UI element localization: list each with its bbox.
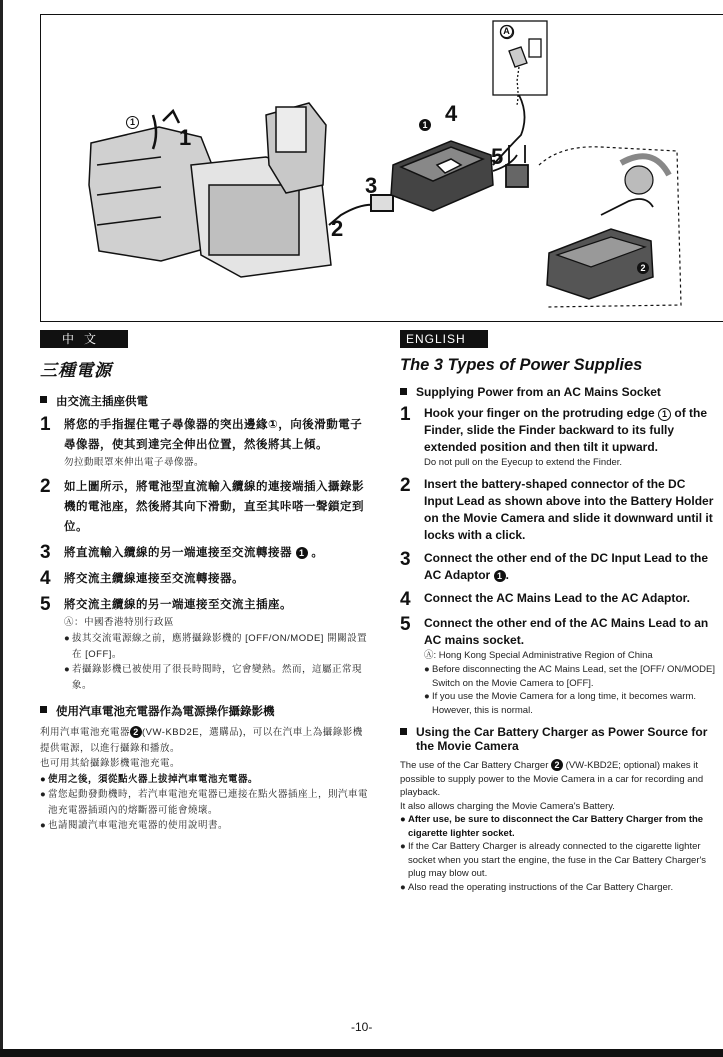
bullet-text: 拔其交流電源線之前，應將攝錄影機的 [OFF/ON/MODE] 開關設置在 [OFF]。 (72, 633, 368, 660)
zh-step-1 (40, 415, 370, 471)
bullet-text: 當您起動發動機時，若汽車電池充電器已連接在點火器插座上，則汽車電池充電器插頭內的熔斷器可能會燒壞。 (48, 789, 369, 816)
en-step-5 (400, 615, 718, 717)
zh-car-bullet-2: ● 當您起動發動機時，若汽車電池充電器已連接在點火器插座上，則汽車電池充電器插頭內的熔斷器可能會燒壞。 (40, 787, 370, 818)
zh-section-car-heading: 使用汽車電池充電器作為電源操作攝錄影機 (56, 706, 275, 718)
step-text (424, 550, 718, 584)
step-number: 2 (400, 475, 411, 496)
power-supply-illustration (40, 14, 723, 322)
en-step-1 (400, 405, 718, 470)
chinese-title: 三種電源 (40, 361, 112, 381)
step-text: 將交流主纜線的另一端連接至交流主插座。 (64, 599, 292, 611)
en-step-4 (400, 590, 718, 609)
step-number: 2 (40, 476, 51, 497)
zh-car-paragraph-2: 也可用其給攝錄影機電池充電。 (40, 758, 181, 769)
bullet-text: After use, be sure to disconnect the Car Battery Charger from the cigarette lighter socket. (408, 814, 704, 839)
zh-step-5 (40, 595, 370, 693)
en-car-bullet-3: ● Also read the operating instructions of the Car Battery Charger. (400, 881, 674, 893)
scan-edge-bottom (0, 1049, 723, 1057)
step-text (424, 405, 718, 456)
zh-section-ac (40, 393, 370, 409)
para-text: The use of the Car Battery Charger (400, 760, 549, 771)
figure-label-3: 3 (365, 173, 378, 198)
step-number: 1 (400, 404, 411, 425)
filled-circle-number: 1 (494, 570, 506, 582)
zh-car-paragraph-1 (40, 725, 370, 756)
page-number: -10- (351, 1020, 373, 1034)
zh-note-bullet: ● 若攝錄影機已被使用了很長時間時，它會變熱。然而，這屬正常現象。 (64, 662, 370, 693)
step-note: 勿拉動眼罩來伸出電子尋像器。 (64, 457, 205, 468)
figure-label-4: 4 (445, 101, 458, 126)
square-bullet-icon (400, 728, 407, 735)
step-number: 3 (40, 542, 51, 563)
figure-label-2: 2 (331, 216, 344, 241)
bullet-text: 使用之後，須從點火器上拔掉汽車電池充電器。 (48, 773, 259, 785)
step-note: Do not pull on the Eyecup to extend the Finder. (424, 457, 623, 468)
en-car-bullet-1: ● After use, be sure to disconnect the Car Battery Charger from the cigarette lighter socket. (400, 813, 718, 840)
step-number: 5 (40, 594, 51, 615)
figure-label-5: 5 (491, 144, 504, 169)
step-text-part: Connect the other end of the DC Input Lead to the AC Adaptor (424, 551, 708, 582)
zh-section-car (40, 703, 370, 719)
zh-car-bullet-1: ● 使用之後，須從點火器上拔掉汽車電池充電器。 (40, 772, 370, 788)
illustration-drawing (41, 15, 723, 323)
en-step-3 (400, 550, 718, 584)
english-title: The 3 Types of Power Supplies (400, 356, 643, 374)
step-text: 將您的手指握住電子尋像器的突出邊緣①，向後滑動電子尋像器，使其到達完全伸出位置，然後將其上傾。 (64, 419, 363, 451)
movie-camera-drawing (89, 103, 331, 277)
ac-adaptor-drawing (391, 141, 493, 211)
step-text-part: . (505, 568, 509, 582)
step-text (64, 543, 370, 563)
step-number: 4 (40, 568, 51, 589)
step-number: 4 (400, 589, 411, 610)
scan-edge-left (0, 0, 3, 1057)
en-section-ac (400, 385, 718, 399)
step-text: 如上圖所示，將電池型直流輸入纜線的連接端插入攝錄影機的電池座，然後將其向下滑動，直至其咔嗒一聲鎖定到位。 (64, 481, 364, 533)
bullet-text: Before disconnecting the AC Mains Lead, set the [OFF/ ON/MODE] Switch on the Movie Camera to [OFF]. (432, 664, 716, 689)
en-note-bullet: ● If you use the Movie Camera for a long time, it becomes warm. However, this is normal. (424, 690, 718, 717)
figure-label-1: 1 (179, 125, 192, 150)
figure-circled-1: 1 (126, 116, 139, 129)
chinese-language-tag: 中文 (40, 330, 128, 348)
car-charger-inset (539, 147, 681, 307)
step-note: Ⓐ: Hong Kong Special Administrative Region of China (424, 650, 653, 661)
step-text-part: Hook your finger on the protruding edge (424, 406, 655, 420)
figure-filled-circle-1: 1 (419, 119, 431, 131)
figure-badge-a: A (500, 25, 513, 38)
ac-mains-lead-drawing (493, 95, 528, 187)
bullet-text: 也請閱讀汽車電池充電器的使用說明書。 (48, 820, 229, 831)
bullet-text: If the Car Battery Charger is already connected to the cigarette lighter socket when you start the engine, the fuse in the Car Battery Charger's plug may blow out. (408, 841, 707, 879)
step-text: Insert the battery-shaped connector of the DC Input Lead as shown above into the Battery Holder on the Movie Camera and slide it downward until it locks with a click. (424, 477, 714, 542)
square-bullet-icon (40, 396, 47, 403)
en-section-ac-heading: Supplying Power from an AC Mains Socket (416, 385, 661, 399)
step-text: 將交流主纜線連接至交流轉接器。 (64, 573, 244, 585)
square-bullet-icon (400, 388, 407, 395)
para-text: 利用汽車電池充電器 (40, 727, 131, 738)
step-number: 3 (400, 549, 411, 570)
figure-filled-circle-2: 2 (637, 262, 649, 274)
english-column (400, 330, 718, 894)
bullet-text: If you use the Movie Camera for a long time, it becomes warm. However, this is normal. (432, 691, 696, 716)
para-text: (VW-KBD2E，選購品)，可以在汽車上為攝錄影機提供電源，以進行攝錄和播放。 (40, 727, 363, 754)
square-bullet-icon (40, 706, 47, 713)
step-text: Connect the AC Mains Lead to the AC Adaptor. (424, 591, 691, 605)
filled-circle-number: 1 (296, 547, 308, 559)
para-text: (VW-KBD2E; optional) makes it possible to supply power to the Movie Camera in a car for recording and playback. (400, 760, 704, 798)
en-car-bullet-2: ● If the Car Battery Charger is already connected to the cigarette lighter socket when you start the engine, the fuse in the Car Battery Charger's plug may blow out. (400, 840, 718, 881)
filled-circle-number: 2 (130, 726, 142, 738)
zh-note-bullet: ● 拔其交流電源線之前，應將攝錄影機的 [OFF/ON/MODE] 開關設置在 [OFF]。 (64, 631, 370, 662)
step-number: 1 (40, 414, 51, 435)
zh-step-3 (40, 543, 370, 563)
zh-step-2 (40, 477, 370, 537)
en-car-paragraph-2: It also allows charging the Movie Camera's Battery. (400, 800, 615, 812)
bullet-text: 若攝錄影機已被使用了很長時間時，它會變熱。然而，這屬正常現象。 (72, 664, 363, 691)
filled-circle-number: 2 (551, 759, 563, 771)
zh-car-bullet-3: ● 也請閱讀汽車電池充電器的使用說明書。 (40, 818, 370, 834)
en-section-car (400, 725, 718, 753)
step-text-tail: 。 (311, 547, 324, 559)
en-step-2 (400, 476, 718, 544)
bullet-text: Also read the operating instructions of the Car Battery Charger. (408, 881, 674, 893)
en-car-paragraph-1 (400, 759, 718, 800)
step-text-part: of the Finder, slide the Finder backward to its fully extended position and then tilt it upward. (424, 406, 708, 454)
step-number: 5 (400, 614, 411, 635)
step-text-part: 將直流輸入纜線的另一端連接至交流轉接器 (64, 547, 292, 559)
chinese-column (40, 330, 370, 834)
en-section-car-heading: Using the Car Battery Charger as Power Source for the Movie Camera (416, 725, 708, 753)
step-text: Connect the other end of the AC Mains Lead to an AC mains socket. (424, 616, 709, 647)
circled-number: 1 (658, 408, 671, 421)
step-note: Ⓐ：中國香港特別行政區 (64, 617, 175, 628)
zh-step-4 (40, 569, 370, 589)
en-note-bullet: ● Before disconnecting the AC Mains Lead, set the [OFF/ ON/MODE] Switch on the Movie Camera to [OFF]. (424, 663, 718, 690)
zh-section-ac-heading: 由交流主插座供電 (56, 396, 148, 408)
english-language-tag: ENGLISH (400, 330, 488, 348)
